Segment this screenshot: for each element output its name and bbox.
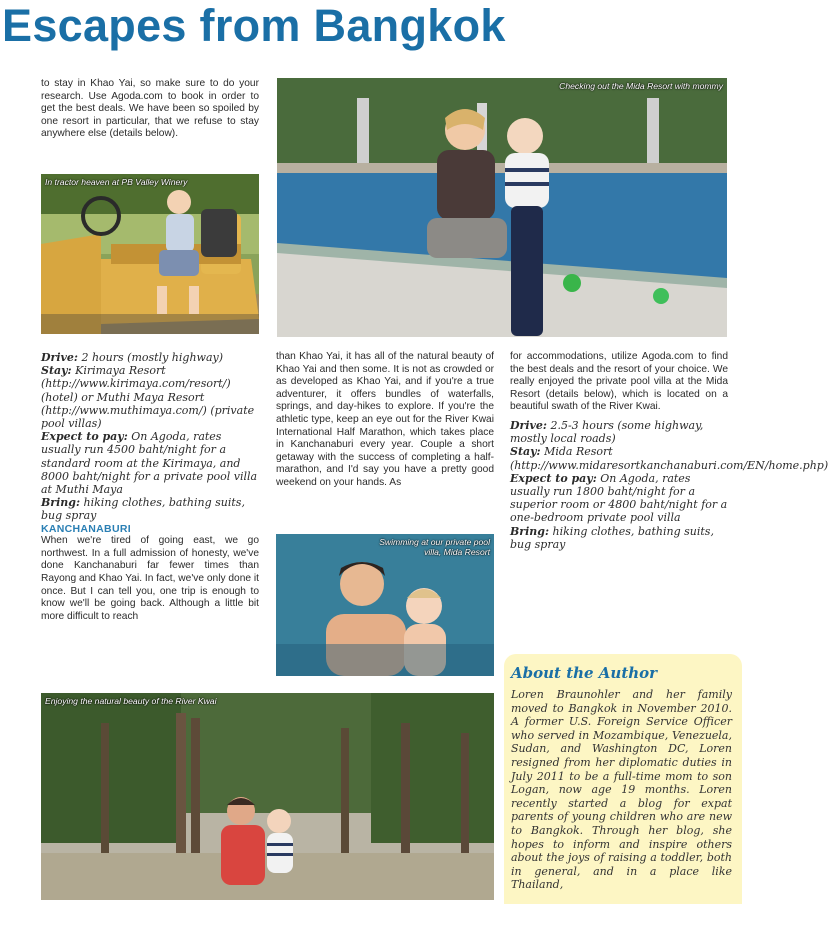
intro-text: to stay in Khao Yai, so make sure to do your research. Use Agoda.com to book in order to get the best deals. We have been so spoiled by one resort in particular, that we refuse to stay anywhere else (details below). <box>41 78 259 140</box>
tractor-photo <box>41 174 259 334</box>
river-image <box>41 693 494 900</box>
tractor-caption: In tractor heaven at PB Valley Winery <box>45 177 188 187</box>
expect-info: Expect to pay: On Agoda, rates usually run 4500 baht/night for a standard room at the Kirimaya, and 8000 baht/night for a private pool villa at Muthi Maya <box>41 430 258 497</box>
pool-image <box>277 78 727 337</box>
river-caption: Enjoying the natural beauty of the River Kwai <box>45 696 217 706</box>
stay-info: Stay: Kirimaya Resort (http://www.kirimaya.com/resort/) (hotel) or Muthi Maya Resort (http://www.muthimaya.com/) (private pool villas) <box>41 364 255 431</box>
drive-info-2: Drive: 2.5-3 hours (some highway, mostly local roads) <box>510 418 704 446</box>
pool-caption: Checking out the Mida Resort with mommy <box>559 81 723 91</box>
stay-info-2: Stay: Mida Resort (http://www.midaresortkanchanaburi.com/EN/home.php) <box>510 445 828 472</box>
tractor-image <box>41 174 259 334</box>
swimming-caption: Swimming at our private pool villa, Mida Resort <box>379 537 490 557</box>
pool-photo <box>277 78 727 337</box>
swimming-photo <box>276 534 494 676</box>
author-heading: About the Author <box>511 664 658 682</box>
kanchanaburi-text: When we're tired of going east, we go northwest. In a full admission of honesty, we've done Kanchanaburi far fewer times than Rayong and Khao Yai. In fact, we've only done it once. But I can tell you, one trip is enough to know we'll be going back. Although a little bit more difficult to reach <box>41 535 259 622</box>
middle-text: than Khao Yai, it has all of the natural beauty of Khao Yai and then some. It is not as crowded or as developed as Khao Yai, and if you're a true adventurer, it offers bundles of waterfalls, springs, and day-hikes to explore. If you're the athletic type, keep an eye out for the River Kwai International Half Marathon, which takes place in Kanchanaburi every year. Couple a short getaway with the success of completing a half-marathon, and I'd say you have a pretty good weekend on your hands. As <box>276 351 494 488</box>
page-title: Escapes from Bangkok <box>2 0 506 51</box>
river-photo <box>41 693 494 900</box>
kanchanaburi-details <box>510 351 828 551</box>
expect-info-2: Expect to pay: On Agoda, rates usually run 1800 baht/night for a superior room or 4800 baht/night for a one-bedroom private pool villa <box>510 471 728 525</box>
intro-column <box>41 78 259 141</box>
khao-yai-details <box>41 351 259 623</box>
about-author-box <box>504 654 742 904</box>
bring-info: Bring: hiking clothes, bathing suits, bug spray <box>41 496 245 523</box>
section-heading: KANCHANABURI <box>41 522 131 535</box>
bring-info-2: Bring: hiking clothes, bathing suits, bug spray <box>510 524 714 551</box>
drive-info: Drive: 2 hours (mostly highway) <box>41 351 224 364</box>
middle-column <box>276 351 494 490</box>
accommodation-text: for accommodations, utilize Agoda.com to find the best deals and the resort of your choice. We really enjoyed the private pool villa at the Mida Resort (details below), which is located on a beautiful swath of the River Kwai. <box>510 351 728 413</box>
author-bio: Loren Braunohler and her family moved to Bangkok in November 2010. A former U.S. Foreign Service Officer who served in Mozambique, Venezuela, Sudan, and Washington DC, Loren resigned from her diplomatic duties in July 2011 to be a full-time mom to son Logan, now age 19 months. Loren recently started a blog for expat parents of young children who are new to Bangkok. Through her blog, she hopes to inform and inspire others about the joys of raising a toddler, both in general, and in a place like Thailand, <box>511 688 732 892</box>
